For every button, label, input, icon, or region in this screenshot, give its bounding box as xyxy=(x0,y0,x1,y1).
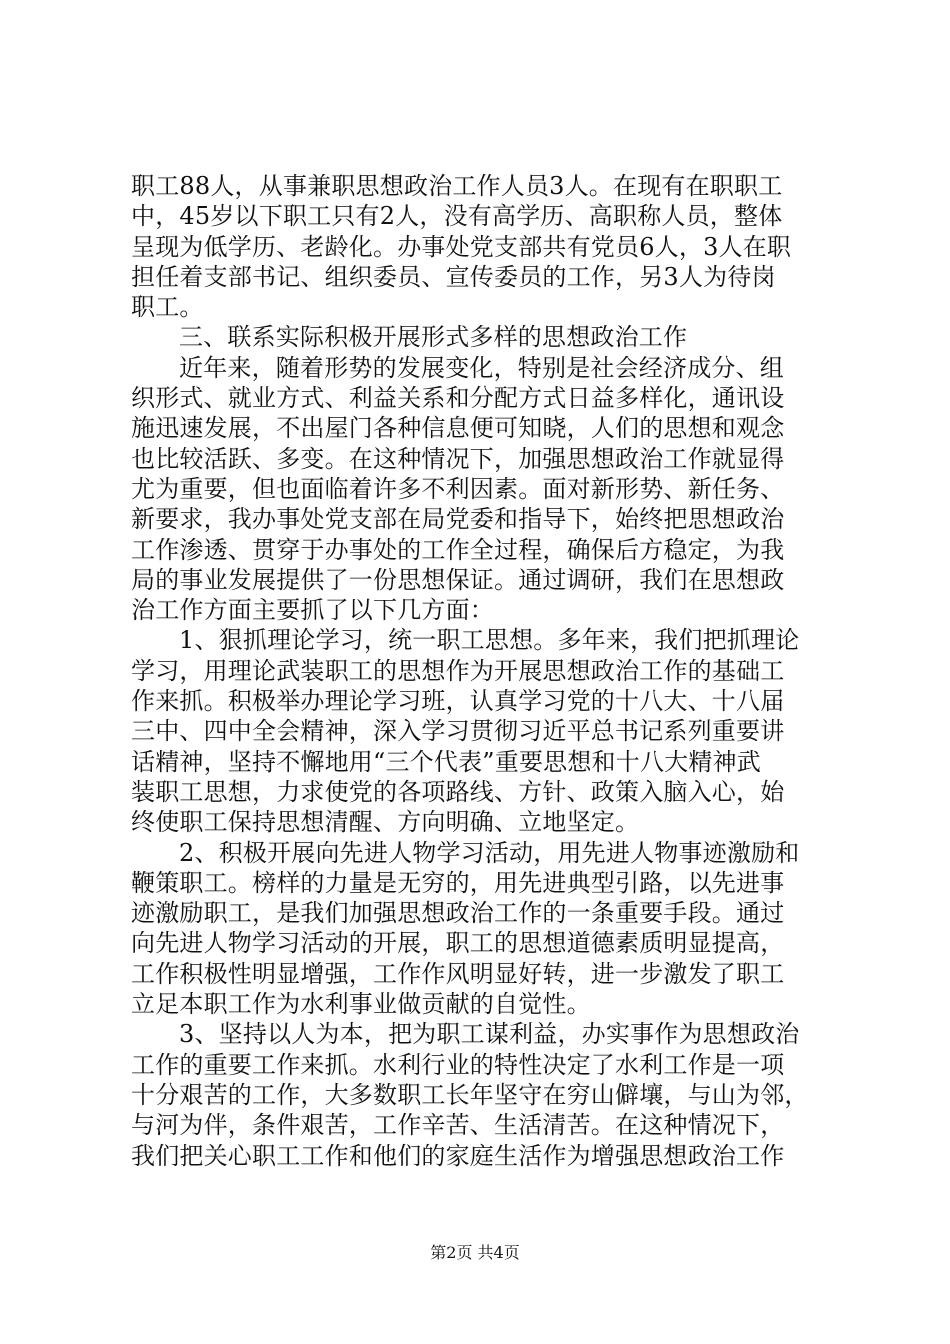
text-line: 我们把关心职工工作和他们的家庭生活作为增强思想政治工作 xyxy=(131,1141,785,1170)
text-line: 施迅速发展，不出屋门各种信息便可知晓，人们的思想和观念 xyxy=(131,414,785,443)
text-line: 担任着支部书记、组织委员、宣传委员的工作，另3人为待岗 xyxy=(131,262,776,291)
text-line: 3、坚持以人为本，把为职工谋利益，办实事作为思想政治 xyxy=(179,1020,800,1049)
document-body xyxy=(131,171,831,1171)
text-line: 工作的重要工作来抓。水利行业的特性决定了水利工作是一项 xyxy=(131,1050,785,1079)
text-line: 职工88人，从事兼职思想政治工作人员3人。在现有在职职工 xyxy=(131,172,783,200)
text-line: 也比较活跃、多变。在这种情况下，加强思想政治工作就显得 xyxy=(131,444,785,473)
text-line: 装职工思想，力求使党的各项路线、方针、政策入脑入心，始 xyxy=(131,777,785,806)
section-heading: 三、联系实际积极开展形式多样的思想政治工作 xyxy=(179,323,688,352)
page-footer: 第2页 共4页 xyxy=(430,1243,520,1262)
text-line: 三中、四中全会精神，深入学习贯彻习近平总书记系列重要讲 xyxy=(131,717,785,746)
text-line: 职工。 xyxy=(131,293,204,322)
text-line: 2、积极开展向先进人物学习活动，用先进人物事迹激励和 xyxy=(179,838,800,867)
text-line: 工作渗透、贯穿于办事处的工作全过程，确保后方稳定，为我 xyxy=(131,535,785,564)
text-line: 治工作方面主要抓了以下几方面： xyxy=(131,596,494,625)
text-line: 新要求，我办事处党支部在局党委和指导下，始终把思想政治 xyxy=(131,505,785,534)
text-line: 尤为重要，但也面临着许多不利因素。面对新形势、新任务、 xyxy=(131,474,785,503)
text-line: 迹激励职工，是我们加强思想政治工作的一条重要手段。通过 xyxy=(131,899,785,928)
text-line: 终使职工保持思想清醒、方向明确、立地坚定。 xyxy=(131,808,640,837)
text-line: 十分艰苦的工作，大多数职工长年坚守在穷山僻壤，与山为邻， xyxy=(131,1080,809,1109)
text-line: 话精神，坚持不懈地用“三个代表”重要思想和十八大精神武 xyxy=(131,747,761,776)
text-line: 呈现为低学历、老龄化。办事处党支部共有党员6人，3人在职 xyxy=(131,232,792,261)
text-line: 1、狠抓理论学习，统一职工思想。多年来，我们把抓理论 xyxy=(179,626,800,655)
text-line: 局的事业发展提供了一份思想保证。通过调研，我们在思想政 xyxy=(131,565,785,594)
text-line: 向先进人物学习活动的开展，职工的思想道德素质明显提高， xyxy=(131,929,785,958)
text-line: 学习，用理论武装职工的思想作为开展思想政治工作的基础工 xyxy=(131,656,785,685)
text-line: 中，45岁以下职工只有2人，没有高学历、高职称人员，整体 xyxy=(131,202,783,231)
text-line: 立足本职工作为水利事业做贡献的自觉性。 xyxy=(131,990,591,1019)
text-line: 工作积极性明显增强，工作作风明显好转，进一步激发了职工 xyxy=(131,959,785,988)
text-line: 织形式、就业方式、利益关系和分配方式日益多样化，通讯设 xyxy=(131,384,785,413)
text-line: 近年来，随着形势的发展变化，特别是社会经济成分、组 xyxy=(179,353,784,382)
text-line: 鞭策职工。榜样的力量是无穷的，用先进典型引路，以先进事 xyxy=(131,868,785,897)
text-line: 与河为伴，条件艰苦，工作辛苦、生活清苦。在这种情况下， xyxy=(131,1111,785,1140)
text-line: 作来抓。积极举办理论学习班，认真学习党的十八大、十八届 xyxy=(131,687,785,716)
